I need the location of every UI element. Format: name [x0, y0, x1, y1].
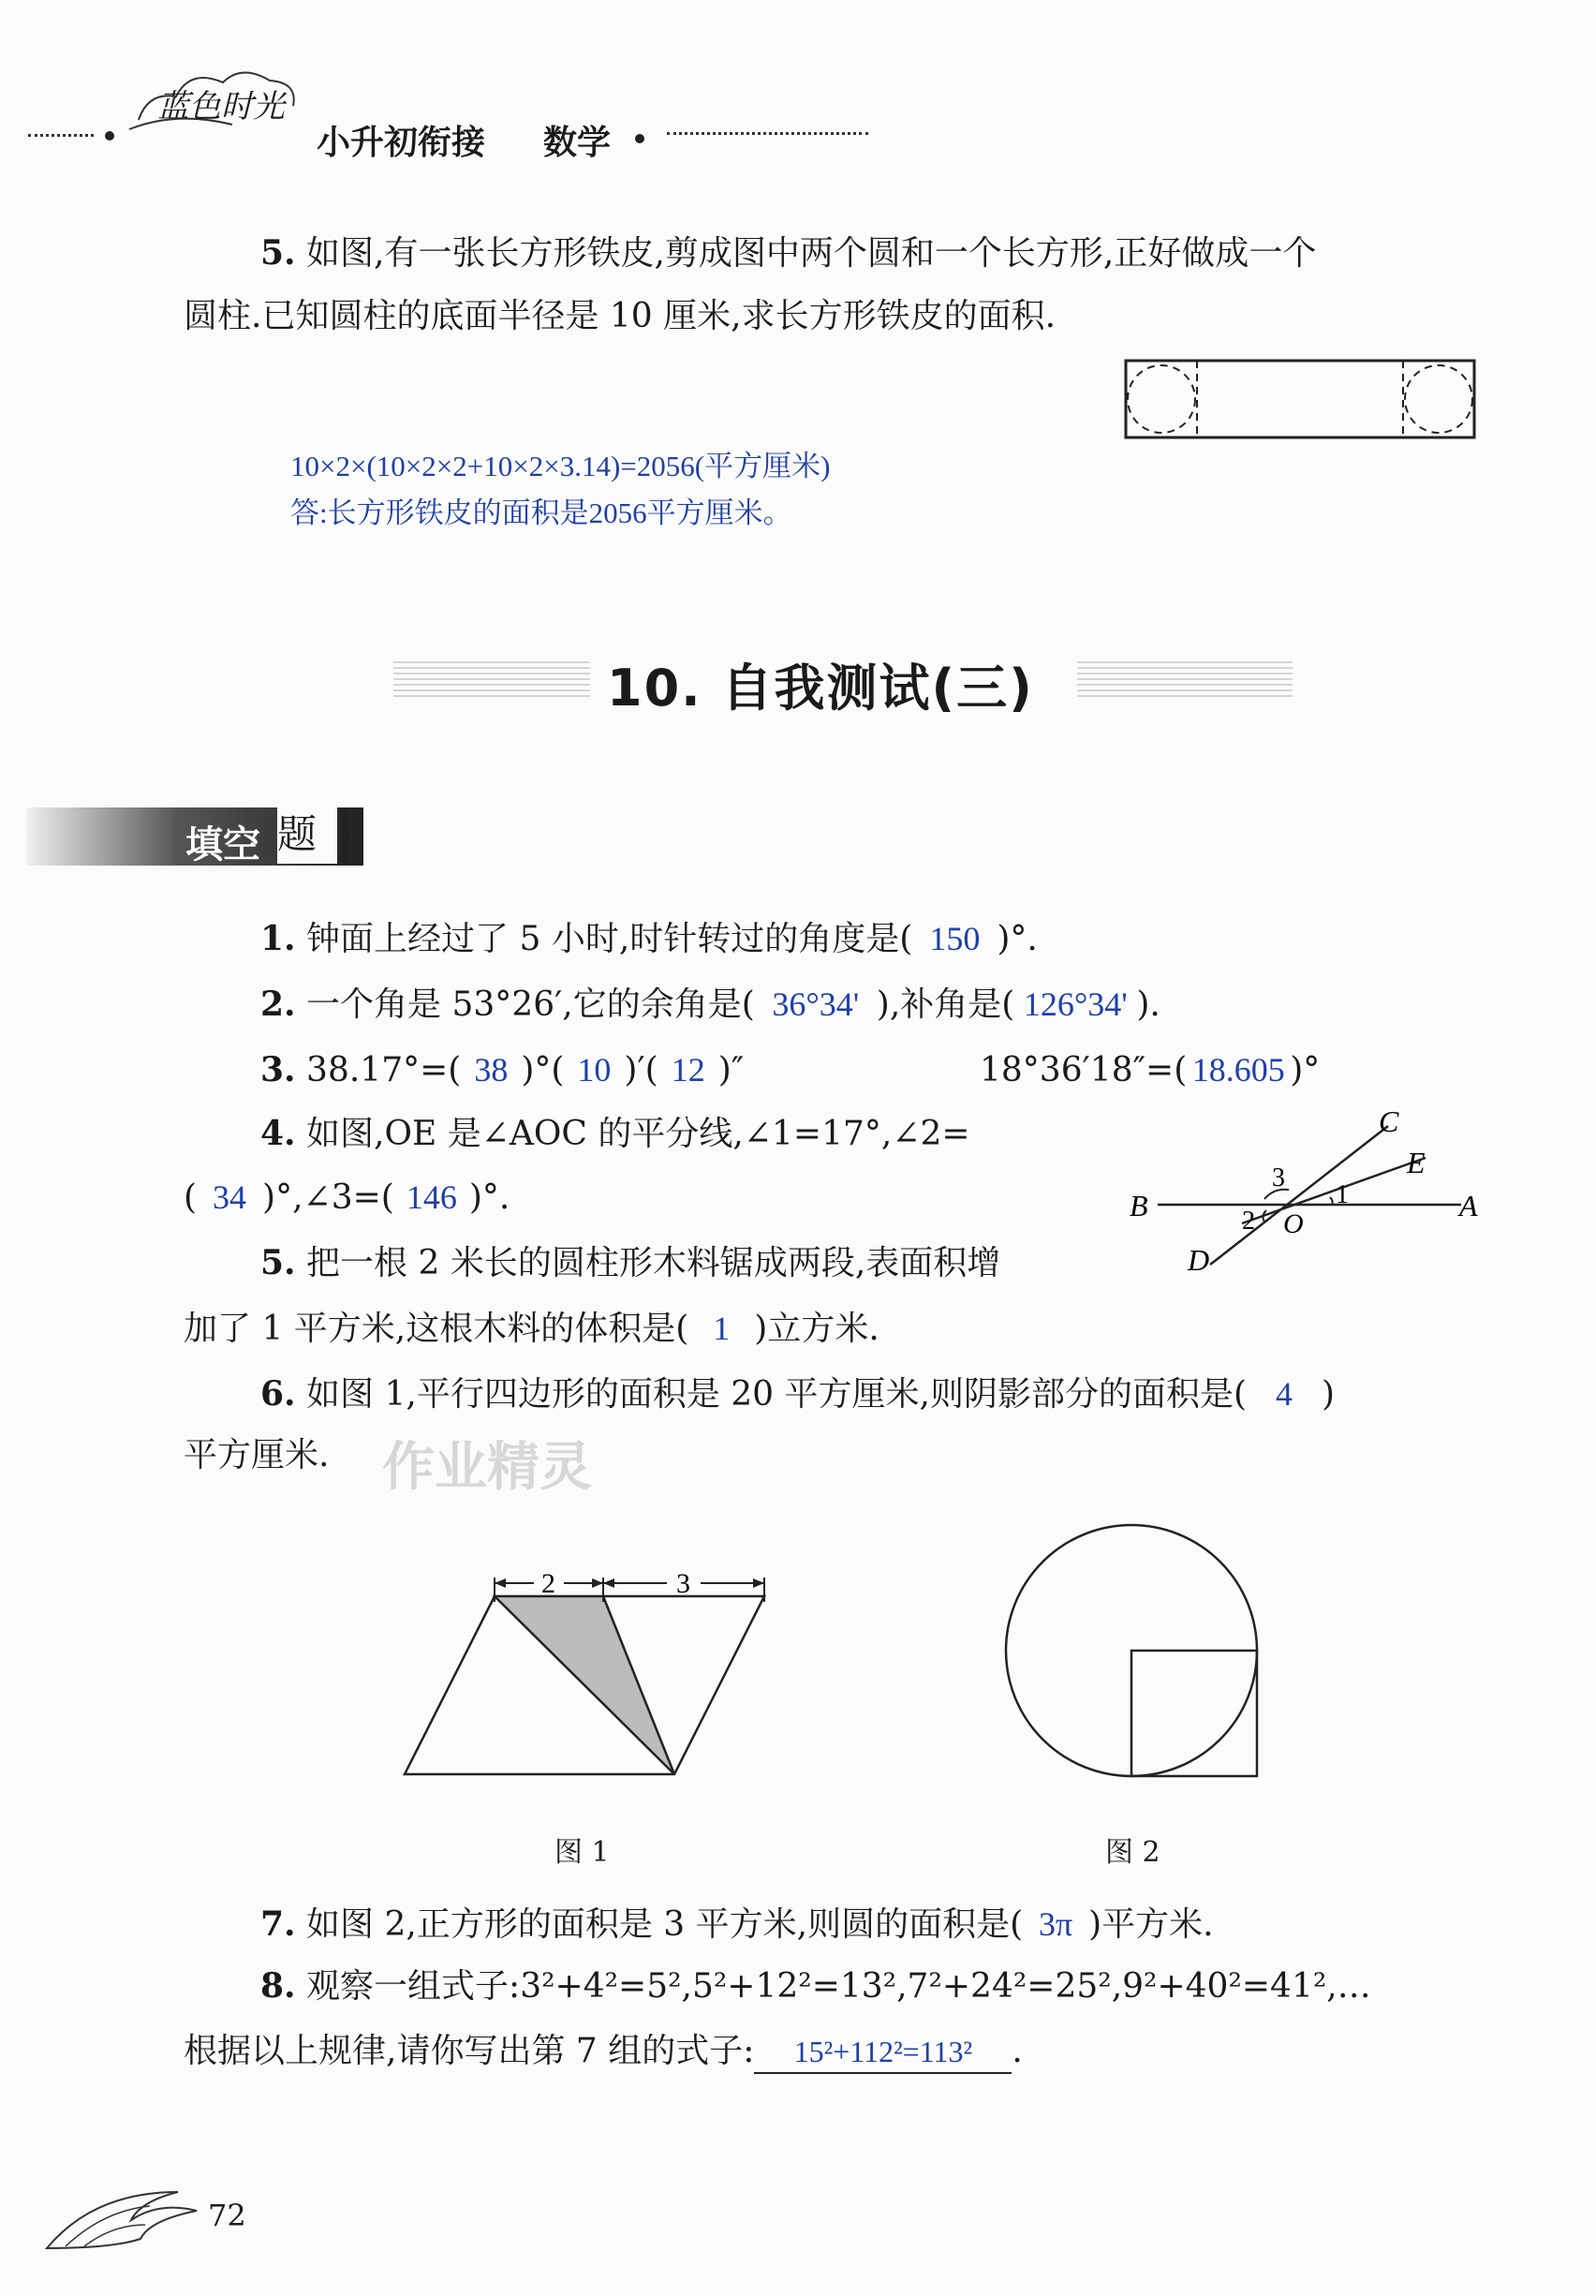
q6-number: 6.	[260, 1374, 296, 1414]
q3-answer-1: 38	[474, 1051, 509, 1089]
top-answer-line2: 答:长方形铁皮的面积是2056平方厘米。	[290, 496, 792, 529]
q8-answer: 15²+112²=113²	[754, 2031, 1012, 2074]
q2-text-b: ),补角是(	[876, 985, 1015, 1024]
q4-text-b: (	[184, 1178, 198, 1217]
q5-text-1: 把一根 2 米长的圆柱形木料锯成两段,表面积增	[306, 1244, 1001, 1282]
q7-number: 7.	[260, 1904, 296, 1944]
fig1-dim-3: 3	[676, 1568, 690, 1599]
q3-number: 3.	[260, 1050, 296, 1089]
figure-1-parallelogram	[393, 1553, 787, 1787]
q5-number: 5.	[260, 1243, 296, 1282]
header-dot-right	[635, 134, 644, 143]
top-problem-line2: 圆柱.已知圆柱的底面半径是 10 厘米,求长方形铁皮的面积.	[184, 297, 1057, 335]
section-title-deco-right	[1077, 661, 1293, 699]
q4-text-c: )°,∠3=(	[262, 1178, 394, 1217]
question-8-line2	[184, 2031, 1023, 2074]
question-type-tag-suffix: 题	[277, 811, 318, 857]
figure-1-caption: 图 1	[554, 1836, 610, 1869]
q1-number: 1.	[260, 919, 296, 958]
question-type-tag-box	[277, 804, 337, 864]
question-5-line2	[184, 1308, 879, 1350]
q3-answer-3: 12	[671, 1051, 705, 1089]
label-B: B	[1130, 1189, 1148, 1222]
q3-answer-2: 10	[577, 1051, 612, 1089]
q2-number: 2.	[260, 985, 296, 1024]
q8-series: 3²+4²=5²,5²+12²=13²,7²+24²=25²,9²+40²=41²,…	[520, 1967, 1371, 2006]
q8-text-a: 观察一组式子:	[306, 1967, 521, 2006]
question-4-line2	[184, 1177, 510, 1219]
figure-2-circle-square	[993, 1518, 1274, 1789]
top-problem-line1	[260, 232, 1316, 274]
q7-text-a: 如图 2,正方形的面积是 3 平方米,则圆的面积是(	[306, 1905, 1024, 1944]
q8-number: 8.	[260, 1966, 296, 2006]
q5-answer: 1	[713, 1310, 731, 1347]
q4-number: 4.	[260, 1114, 296, 1153]
rectangle-sheet-diagram	[1124, 358, 1480, 444]
label-A: A	[1459, 1189, 1478, 1222]
q8-end: .	[1012, 2032, 1023, 2070]
label-C: C	[1379, 1105, 1399, 1138]
question-1	[260, 918, 1038, 960]
top-problem-text1: 如图,有一张长方形铁皮,剪成图中两个圆和一个长方形,正好做成一个	[306, 234, 1317, 273]
q3-text-b: )°(	[521, 1051, 565, 1089]
fig1-dim-2: 2	[541, 1568, 555, 1599]
q2-answer-1: 36°34'	[772, 985, 860, 1023]
label-D: D	[1188, 1243, 1210, 1274]
q2-answer-2: 126°34'	[1023, 985, 1128, 1023]
top-answer-line1: 10×2×(10×2×2+10×2×3.14)=2056(平方厘米)	[290, 450, 831, 482]
header-subject: 数学	[543, 123, 612, 162]
q5-text-b: )立方米.	[754, 1310, 879, 1348]
section-title-deco-left	[393, 661, 590, 699]
q7-text-b: )平方米.	[1088, 1905, 1214, 1944]
q3-text-f: )°	[1290, 1051, 1321, 1089]
q3-text-a: 38.17°=(	[306, 1051, 462, 1089]
q4-answer-2: 146	[406, 1178, 457, 1216]
angle-diagram	[1124, 1105, 1489, 1274]
q4-text-a: 如图,OE 是∠AOC 的平分线,∠1=17°,∠2=	[306, 1115, 970, 1153]
q3-text-d: )″	[717, 1051, 745, 1089]
question-6-line2: 平方厘米.	[184, 1436, 330, 1474]
q1-text-a: 钟面上经过了 5 小时,时针转过的角度是(	[306, 920, 913, 958]
label-angle-3: 3	[1272, 1163, 1285, 1192]
question-2	[260, 984, 1160, 1026]
question-4-line1	[260, 1113, 970, 1155]
wave-icon	[37, 2173, 225, 2258]
q6-text-a: 如图 1,平行四边形的面积是 20 平方厘米,则阴影部分的面积是(	[306, 1375, 1248, 1414]
question-type-tag-bold: 填空	[185, 823, 260, 867]
figure-2-caption: 图 2	[1105, 1836, 1160, 1869]
logo-text: 蓝色时光	[157, 88, 285, 126]
question-3	[260, 1049, 744, 1091]
q7-answer: 3π	[1039, 1905, 1073, 1943]
section-title: 10. 自我测试(三)	[607, 659, 1034, 718]
label-O: O	[1283, 1208, 1304, 1239]
q3-answer-4: 18.605	[1191, 1051, 1285, 1089]
header-dot-left	[105, 131, 114, 141]
q1-answer: 150	[929, 920, 981, 957]
header-dotted-rule-left	[28, 134, 94, 137]
q2-text-c: ).	[1136, 985, 1160, 1024]
question-6-line1	[260, 1373, 1335, 1415]
q2-text-a: 一个角是 53°26′,它的余角是(	[306, 985, 755, 1024]
q1-text-b: )°.	[997, 920, 1038, 958]
question-7	[260, 1903, 1214, 1946]
label-E: E	[1407, 1146, 1426, 1179]
question-3-part-2	[980, 1049, 1320, 1091]
q6-answer: 4	[1276, 1375, 1293, 1413]
logo	[120, 54, 307, 139]
header-dotted-rule-right	[667, 132, 868, 135]
question-5-line1	[260, 1242, 1000, 1284]
q4-text-d: )°.	[468, 1178, 510, 1217]
label-angle-2: 2	[1242, 1207, 1255, 1236]
top-problem-number: 5.	[260, 233, 296, 273]
watermark: 作业精灵	[382, 1437, 592, 1498]
q6-text-b: )	[1322, 1375, 1336, 1414]
q8-text-line2: 根据以上规律,请你写出第 7 组的式子:	[184, 2032, 755, 2070]
q4-answer-1: 34	[213, 1178, 247, 1216]
q5-text-a: 加了 1 平方米,这根木料的体积是(	[184, 1310, 689, 1348]
question-8-line1	[260, 1965, 1371, 2007]
question-type-tag-bar	[341, 807, 350, 866]
header-title: 小升初衔接	[317, 123, 486, 162]
q3-text-c: )′(	[624, 1051, 658, 1089]
label-angle-1: 1	[1336, 1180, 1349, 1209]
page-number: 72	[208, 2198, 246, 2233]
q3-text-e: 18°36′18″=(	[980, 1051, 1188, 1089]
